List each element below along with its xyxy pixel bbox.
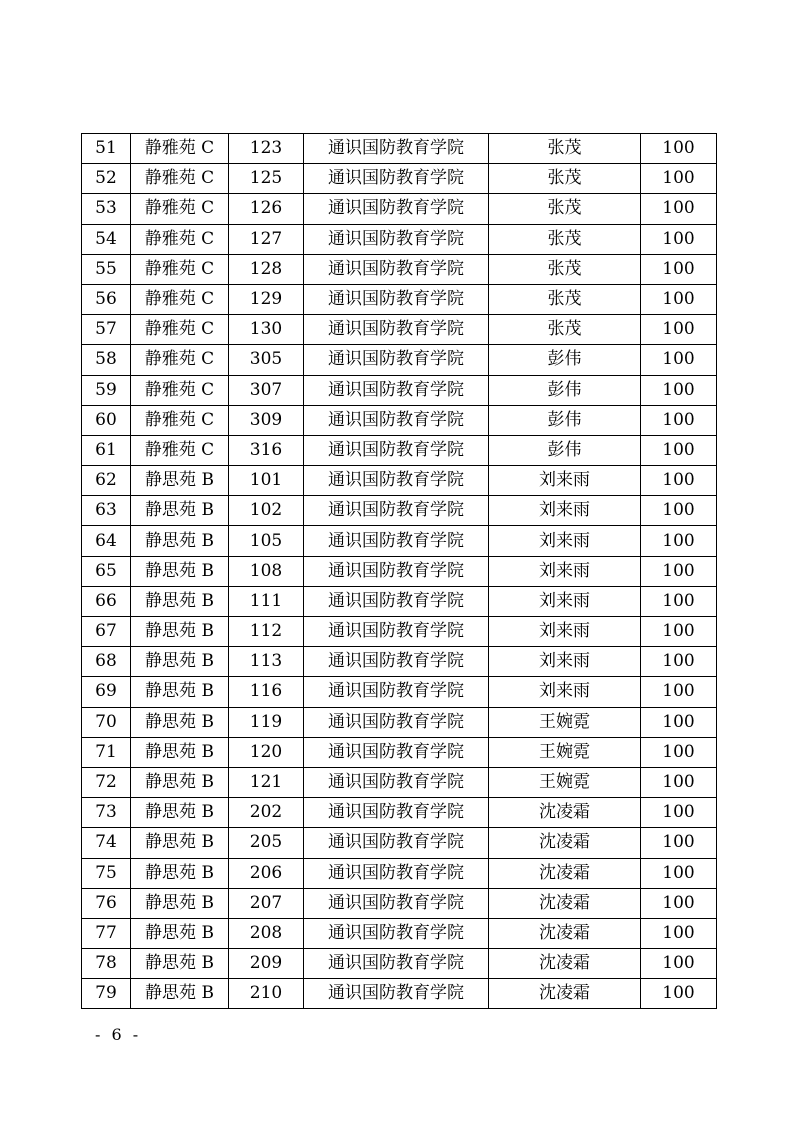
college-cell: 通识国防教育学院 [304, 315, 489, 345]
name-cell: 王婉霓 [489, 737, 641, 767]
building-cell: 静雅苑 C [131, 375, 229, 405]
name-cell: 沈凌霜 [489, 798, 641, 828]
score-cell: 100 [641, 737, 717, 767]
college-cell: 通识国防教育学院 [304, 918, 489, 948]
score-cell: 100 [641, 254, 717, 284]
building-cell: 静思苑 B [131, 647, 229, 677]
table-row [82, 556, 717, 586]
table-row [82, 466, 717, 496]
score-cell: 100 [641, 647, 717, 677]
building-cell: 静思苑 B [131, 918, 229, 948]
room-cell: 101 [229, 466, 304, 496]
score-cell: 100 [641, 466, 717, 496]
room-cell: 206 [229, 858, 304, 888]
score-cell: 100 [641, 224, 717, 254]
room-cell: 113 [229, 647, 304, 677]
college-cell: 通识国防教育学院 [304, 496, 489, 526]
table-row [82, 798, 717, 828]
room-cell: 207 [229, 888, 304, 918]
table-row [82, 224, 717, 254]
name-cell: 沈凌霜 [489, 979, 641, 1009]
room-cell: 205 [229, 828, 304, 858]
name-cell: 张茂 [489, 224, 641, 254]
name-cell: 张茂 [489, 254, 641, 284]
room-cell: 126 [229, 194, 304, 224]
score-cell: 100 [641, 949, 717, 979]
index-cell: 54 [82, 224, 131, 254]
building-cell: 静雅苑 C [131, 194, 229, 224]
building-cell: 静雅苑 C [131, 435, 229, 465]
name-cell: 刘来雨 [489, 677, 641, 707]
room-cell: 305 [229, 345, 304, 375]
college-cell: 通识国防教育学院 [304, 858, 489, 888]
index-cell: 56 [82, 284, 131, 314]
score-cell: 100 [641, 677, 717, 707]
score-cell: 100 [641, 345, 717, 375]
building-cell: 静雅苑 C [131, 254, 229, 284]
index-cell: 66 [82, 586, 131, 616]
score-cell: 100 [641, 828, 717, 858]
name-cell: 王婉霓 [489, 767, 641, 797]
college-cell: 通识国防教育学院 [304, 134, 489, 164]
building-cell: 静思苑 B [131, 828, 229, 858]
name-cell: 沈凌霜 [489, 828, 641, 858]
index-cell: 74 [82, 828, 131, 858]
score-cell: 100 [641, 315, 717, 345]
table-row [82, 918, 717, 948]
index-cell: 59 [82, 375, 131, 405]
room-cell: 119 [229, 707, 304, 737]
index-cell: 73 [82, 798, 131, 828]
name-cell: 彭伟 [489, 435, 641, 465]
room-cell: 128 [229, 254, 304, 284]
building-cell: 静思苑 B [131, 586, 229, 616]
room-cell: 123 [229, 134, 304, 164]
score-cell: 100 [641, 798, 717, 828]
room-cell: 307 [229, 375, 304, 405]
name-cell: 沈凌霜 [489, 918, 641, 948]
table-row [82, 254, 717, 284]
building-cell: 静雅苑 C [131, 405, 229, 435]
table-row [82, 496, 717, 526]
college-cell: 通识国防教育学院 [304, 405, 489, 435]
table-row [82, 858, 717, 888]
building-cell: 静思苑 B [131, 888, 229, 918]
room-cell: 129 [229, 284, 304, 314]
score-cell: 100 [641, 979, 717, 1009]
records-table [81, 133, 717, 1009]
index-cell: 65 [82, 556, 131, 586]
index-cell: 53 [82, 194, 131, 224]
college-cell: 通识国防教育学院 [304, 888, 489, 918]
building-cell: 静思苑 B [131, 677, 229, 707]
name-cell: 刘来雨 [489, 647, 641, 677]
index-cell: 76 [82, 888, 131, 918]
index-cell: 68 [82, 647, 131, 677]
college-cell: 通识国防教育学院 [304, 224, 489, 254]
table-row [82, 647, 717, 677]
college-cell: 通识国防教育学院 [304, 707, 489, 737]
building-cell: 静思苑 B [131, 707, 229, 737]
table-row [82, 315, 717, 345]
college-cell: 通识国防教育学院 [304, 345, 489, 375]
room-cell: 202 [229, 798, 304, 828]
score-cell: 100 [641, 164, 717, 194]
building-cell: 静思苑 B [131, 496, 229, 526]
index-cell: 52 [82, 164, 131, 194]
index-cell: 70 [82, 707, 131, 737]
table-row [82, 888, 717, 918]
room-cell: 125 [229, 164, 304, 194]
room-cell: 116 [229, 677, 304, 707]
name-cell: 彭伟 [489, 375, 641, 405]
table-row [82, 435, 717, 465]
name-cell: 沈凌霜 [489, 888, 641, 918]
table-row [82, 586, 717, 616]
table-row [82, 737, 717, 767]
building-cell: 静思苑 B [131, 617, 229, 647]
table-row [82, 405, 717, 435]
room-cell: 316 [229, 435, 304, 465]
table-row [82, 284, 717, 314]
name-cell: 沈凌霜 [489, 858, 641, 888]
room-cell: 130 [229, 315, 304, 345]
name-cell: 张茂 [489, 284, 641, 314]
college-cell: 通识国防教育学院 [304, 586, 489, 616]
college-cell: 通识国防教育学院 [304, 737, 489, 767]
index-cell: 63 [82, 496, 131, 526]
college-cell: 通识国防教育学院 [304, 164, 489, 194]
building-cell: 静雅苑 C [131, 284, 229, 314]
room-cell: 210 [229, 979, 304, 1009]
index-cell: 62 [82, 466, 131, 496]
building-cell: 静雅苑 C [131, 224, 229, 254]
name-cell: 彭伟 [489, 405, 641, 435]
table-row [82, 707, 717, 737]
college-cell: 通识国防教育学院 [304, 194, 489, 224]
index-cell: 67 [82, 617, 131, 647]
score-cell: 100 [641, 134, 717, 164]
index-cell: 77 [82, 918, 131, 948]
college-cell: 通识国防教育学院 [304, 526, 489, 556]
college-cell: 通识国防教育学院 [304, 677, 489, 707]
college-cell: 通识国防教育学院 [304, 828, 489, 858]
index-cell: 61 [82, 435, 131, 465]
score-cell: 100 [641, 586, 717, 616]
table-row [82, 194, 717, 224]
index-cell: 78 [82, 949, 131, 979]
building-cell: 静思苑 B [131, 556, 229, 586]
index-cell: 69 [82, 677, 131, 707]
index-cell: 55 [82, 254, 131, 284]
table-row [82, 345, 717, 375]
index-cell: 79 [82, 979, 131, 1009]
college-cell: 通识国防教育学院 [304, 435, 489, 465]
table-row [82, 828, 717, 858]
college-cell: 通识国防教育学院 [304, 375, 489, 405]
table-row [82, 677, 717, 707]
score-cell: 100 [641, 496, 717, 526]
score-cell: 100 [641, 526, 717, 556]
name-cell: 张茂 [489, 134, 641, 164]
records-table-body [82, 134, 717, 1009]
table-row [82, 134, 717, 164]
score-cell: 100 [641, 858, 717, 888]
score-cell: 100 [641, 284, 717, 314]
name-cell: 张茂 [489, 315, 641, 345]
index-cell: 51 [82, 134, 131, 164]
index-cell: 64 [82, 526, 131, 556]
table-row [82, 164, 717, 194]
college-cell: 通识国防教育学院 [304, 798, 489, 828]
building-cell: 静思苑 B [131, 798, 229, 828]
index-cell: 60 [82, 405, 131, 435]
score-cell: 100 [641, 918, 717, 948]
room-cell: 208 [229, 918, 304, 948]
page-number: - 6 - [95, 1025, 142, 1044]
room-cell: 121 [229, 767, 304, 797]
index-cell: 58 [82, 345, 131, 375]
building-cell: 静思苑 B [131, 767, 229, 797]
score-cell: 100 [641, 707, 717, 737]
college-cell: 通识国防教育学院 [304, 617, 489, 647]
room-cell: 120 [229, 737, 304, 767]
index-cell: 75 [82, 858, 131, 888]
score-cell: 100 [641, 617, 717, 647]
name-cell: 刘来雨 [489, 496, 641, 526]
table-row [82, 979, 717, 1009]
name-cell: 彭伟 [489, 345, 641, 375]
name-cell: 刘来雨 [489, 526, 641, 556]
building-cell: 静思苑 B [131, 466, 229, 496]
college-cell: 通识国防教育学院 [304, 979, 489, 1009]
building-cell: 静思苑 B [131, 979, 229, 1009]
score-cell: 100 [641, 405, 717, 435]
score-cell: 100 [641, 194, 717, 224]
college-cell: 通识国防教育学院 [304, 466, 489, 496]
room-cell: 102 [229, 496, 304, 526]
score-cell: 100 [641, 767, 717, 797]
score-cell: 100 [641, 556, 717, 586]
building-cell: 静雅苑 C [131, 134, 229, 164]
building-cell: 静思苑 B [131, 526, 229, 556]
name-cell: 刘来雨 [489, 466, 641, 496]
room-cell: 105 [229, 526, 304, 556]
name-cell: 刘来雨 [489, 556, 641, 586]
room-cell: 309 [229, 405, 304, 435]
name-cell: 沈凌霜 [489, 949, 641, 979]
room-cell: 108 [229, 556, 304, 586]
table-row [82, 617, 717, 647]
score-cell: 100 [641, 435, 717, 465]
table-row [82, 767, 717, 797]
room-cell: 112 [229, 617, 304, 647]
building-cell: 静雅苑 C [131, 164, 229, 194]
index-cell: 71 [82, 737, 131, 767]
name-cell: 王婉霓 [489, 707, 641, 737]
building-cell: 静雅苑 C [131, 315, 229, 345]
building-cell: 静思苑 B [131, 949, 229, 979]
score-cell: 100 [641, 888, 717, 918]
room-cell: 111 [229, 586, 304, 616]
college-cell: 通识国防教育学院 [304, 556, 489, 586]
building-cell: 静思苑 B [131, 858, 229, 888]
name-cell: 张茂 [489, 194, 641, 224]
name-cell: 张茂 [489, 164, 641, 194]
building-cell: 静思苑 B [131, 737, 229, 767]
room-cell: 127 [229, 224, 304, 254]
name-cell: 刘来雨 [489, 617, 641, 647]
table-row [82, 949, 717, 979]
room-cell: 209 [229, 949, 304, 979]
college-cell: 通识国防教育学院 [304, 254, 489, 284]
table-row [82, 375, 717, 405]
college-cell: 通识国防教育学院 [304, 949, 489, 979]
college-cell: 通识国防教育学院 [304, 767, 489, 797]
index-cell: 57 [82, 315, 131, 345]
name-cell: 刘来雨 [489, 586, 641, 616]
college-cell: 通识国防教育学院 [304, 647, 489, 677]
building-cell: 静雅苑 C [131, 345, 229, 375]
table-row [82, 526, 717, 556]
index-cell: 72 [82, 767, 131, 797]
score-cell: 100 [641, 375, 717, 405]
college-cell: 通识国防教育学院 [304, 284, 489, 314]
